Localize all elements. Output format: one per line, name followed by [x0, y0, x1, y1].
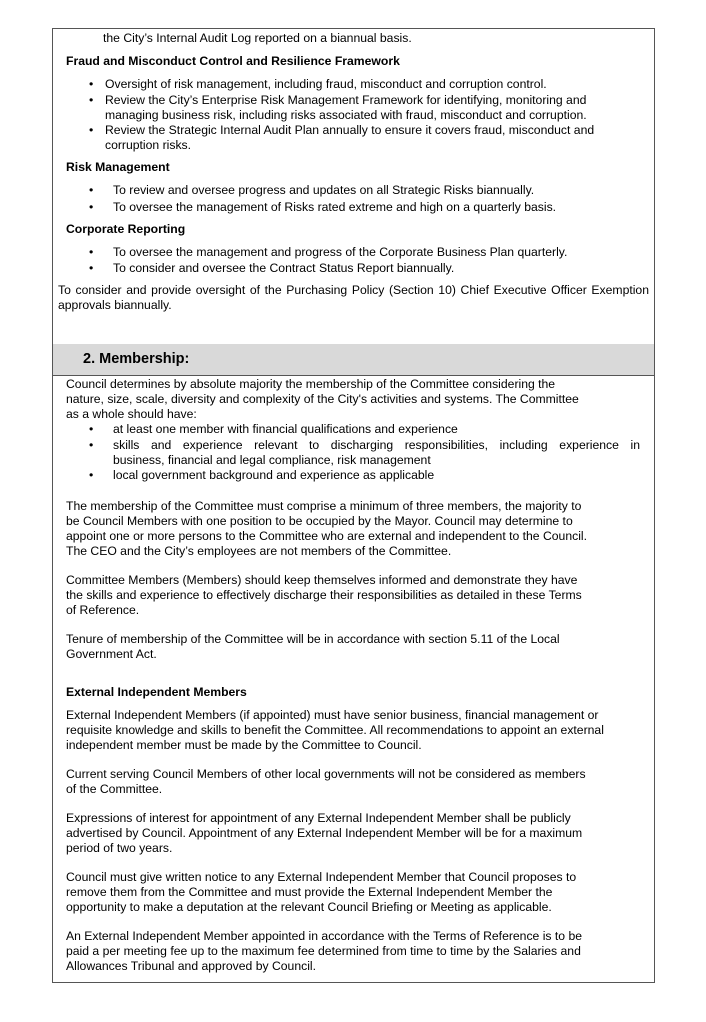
bullet: • — [89, 183, 94, 197]
continued-line: the City’s Internal Audit Log reported on a biannual basis. — [103, 31, 412, 45]
external-members-heading: External Independent Members — [66, 685, 247, 699]
bullet: • — [89, 422, 94, 436]
list-item-text: corruption risks. — [105, 138, 192, 152]
list-item-text: To consider and oversee the Contract Status Report biannually. — [113, 261, 455, 275]
corporate-heading: Corporate Reporting — [66, 222, 186, 236]
list-item-text: Oversight of risk management, including fraud, misconduct and corruption control. — [105, 77, 547, 91]
list-item-text: business, financial and legal compliance, risk management — [113, 453, 431, 467]
list-item-text: To oversee the management and progress of the Corporate Business Plan quarterly. — [113, 245, 568, 259]
paragraph-line: period of two years. — [66, 841, 173, 855]
list-item-text: Review the City’s Enterprise Risk Management Framework for identifying, monitoring and — [105, 93, 587, 107]
list-item-text: local government background and experience as applicable — [113, 468, 435, 482]
paragraph-line: opportunity to make a deputation at the relevant Council Briefing or Meeting as applicable. — [66, 900, 552, 914]
bullet: • — [89, 245, 94, 259]
bullet: • — [89, 261, 94, 275]
intro-line: as a whole should have: — [66, 407, 197, 421]
bullet: • — [89, 123, 94, 137]
terms-section-continued — [53, 29, 654, 345]
paragraph-line: Government Act. — [66, 647, 157, 661]
list-item-text: To review and oversee progress and updates on all Strategic Risks biannually. — [113, 183, 535, 197]
paragraph-line: Current serving Council Members of other local governments will not be considered as members — [66, 767, 586, 781]
list-item-text: To oversee the management of Risks rated extreme and high on a quarterly basis. — [113, 200, 557, 214]
paragraph-line: remove them from the Committee and must provide the External Independent Member the — [66, 885, 553, 899]
paragraph-line: independent member must be made by the Committee to Council. — [66, 738, 422, 752]
paragraph-line: be Council Members with one position to be occupied by the Mayor. Council may determine to — [66, 514, 573, 528]
paragraph-line: paid a per meeting fee up to the maximum fee determined from time to time by the Salaries and — [66, 944, 581, 958]
paragraph-line: Expressions of interest for appointment of any External Independent Member shall be publicly — [66, 811, 571, 825]
paragraph-line: External Independent Members (if appointed) must have senior business, financial management or — [66, 708, 599, 722]
paragraph-line: advertised by Council. Appointment of any External Independent Member will be for a maximum — [66, 826, 583, 840]
list-item-text: at least one member with financial qualifications and experience — [113, 422, 458, 436]
paragraph-line: requisite knowledge and skills to benefit the Committee. All recommendations to appoint an external — [66, 723, 604, 737]
bullet: • — [89, 93, 94, 107]
paragraph-line: An External Independent Member appointed in accordance with the Terms of Reference is to be — [66, 929, 583, 943]
bullet: • — [89, 438, 94, 452]
paragraph-line: Tenure of membership of the Committee will be in accordance with section 5.11 of the Local — [66, 632, 560, 646]
paragraph-line: The membership of the Committee must comprise a minimum of three members, the majority to — [66, 499, 582, 513]
paragraph-line: Council must give written notice to any External Independent Member that Council proposes to — [66, 870, 577, 884]
paragraph-line: appoint one or more persons to the Committee who are external and independent to the Council. — [66, 529, 587, 543]
paragraph-line: Committee Members (Members) should keep themselves informed and demonstrate they have — [66, 573, 578, 587]
list-item-text: skills and experience relevant to discharging responsibilities, including experience in — [113, 438, 640, 452]
intro-line: nature, size, scale, diversity and complexity of the City's activities and systems. The Committee — [66, 392, 579, 406]
paragraph-line: of the Committee. — [66, 782, 163, 796]
fraud-heading: Fraud and Misconduct Control and Resilience Framework — [66, 54, 400, 68]
membership-heading: 2. Membership: — [83, 351, 190, 367]
paragraph-line: Allowances Tribunal and approved by Council. — [66, 959, 316, 973]
risk-heading: Risk Management — [66, 160, 170, 174]
paragraph-line: the skills and experience to effectively discharge their responsibilities as detailed in these Terms — [66, 588, 582, 602]
bullet: • — [89, 468, 94, 482]
paragraph-line: of Reference. — [66, 603, 140, 617]
membership-heading-bar — [53, 344, 654, 376]
list-item-text: managing business risk, including risks associated with fraud, misconduct and corruption. — [105, 108, 587, 122]
intro-line: Council determines by absolute majority the membership of the Committee considering the — [66, 377, 556, 391]
purchasing-paragraph: To consider and provide oversight of the Purchasing Policy (Section 10) Chief Executive Officer Exemption approvals biannually. — [58, 283, 649, 312]
bullet: • — [89, 77, 94, 91]
bullet: • — [89, 200, 94, 214]
list-item-text: Review the Strategic Internal Audit Plan annually to ensure it covers fraud, misconduct and — [105, 123, 595, 137]
document-frame — [52, 28, 655, 983]
paragraph-line: The CEO and the City’s employees are not members of the Committee. — [66, 544, 452, 558]
